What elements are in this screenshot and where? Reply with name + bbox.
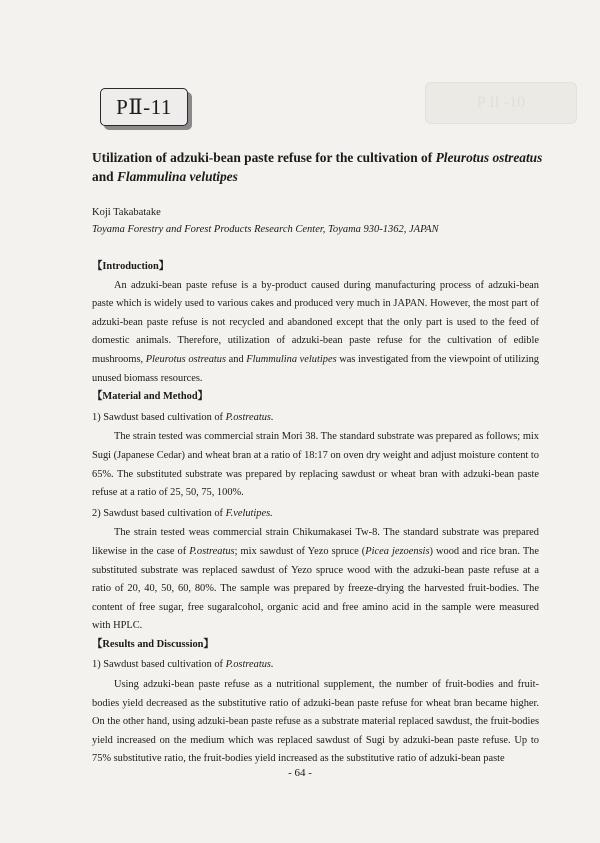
methods-sub2-species: F.velutipes. (225, 507, 273, 519)
methods-p2-text-a: The strain tested weas commercial strain Chikumakasei Tw-8. The standard substrate was prepared likewise in the case of (92, 527, 539, 557)
methods-subheading-1 (92, 409, 539, 428)
methods-sub1-text: 1) Sawdust based cultivation of (92, 411, 226, 423)
session-code-badge: PⅡ-11 (100, 88, 188, 126)
methods-p2-species1: P.ostreatus (189, 545, 235, 557)
intro-text-a: An adzuki-bean paste refuse is a by-product caused during manufacturing process of adzuki-bean paste which is widely used to various cakes and produced very much in JAPAN. However, the most part of adzuki-bean paste refuse is not recycled and abandoned except that the only part is used to the feed of domestic animals. Therefore, utilization of adzuki-bean paste refuse for the cultivation of edible mushrooms, (92, 279, 539, 365)
results-sub1-text: 1) Sawdust based cultivation of (92, 659, 226, 671)
results-heading: 【Results and Discussion】 (92, 638, 214, 650)
introduction-paragraph (92, 277, 539, 389)
author-affiliation: Toyama Forestry and Forest Products Research Center, Toyama 930-1362, JAPAN (92, 224, 439, 235)
page-number: - 64 - (288, 767, 312, 779)
intro-species1: Pleurotus ostreatus (145, 353, 227, 365)
title-species2: Flammulina velutipes (116, 169, 238, 184)
methods-p2-text-b: ; mix sawdust of Yezo spruce ( (234, 545, 366, 557)
intro-species2: Flummulina velutipes (246, 353, 337, 365)
methods-paragraph-1: The strain tested was commercial strain Mori 38. The standard substrate was prepared as follows; mix Sugi (Japanese Cedar) and wheat bran at a ratio of 18:17 on oven dry weight and adjust moisture content to 65%. The substituted substrate was prepared by replacing sawdust or wheat bran with adzuki-bean paste refuse at a ratio of 25, 50, 75, 100%. (92, 431, 539, 499)
title-species1: Pleurotus ostreatus (435, 150, 543, 165)
paper-body (92, 258, 539, 769)
paper-title (92, 148, 552, 186)
results-sub1-species: P.ostreatus. (225, 659, 274, 671)
methods-p2-species2: Picea jezoensis (365, 545, 430, 557)
methods-p2-text-c: ) wood and rice bran. The substituted substrate was replaced sawdust of Yezo spruce wood with the adzuki-bean paste refuse at a ratio of 20, 40, 50, 60, 80%. The sample was prepared by freeze-drying the harvested fruit-bodies. The content of free sugar, free sugaralcohol, organic acid and free amino acid in the sample were measured with HPLC. (92, 545, 539, 632)
results-subheading-1 (92, 656, 539, 675)
methods-sub2-text: 2) Sawdust based cultivation of (92, 507, 226, 519)
results-paragraph-1: Using adzuki-bean paste refuse as a nutritional supplement, the number of fruit-bodies and fruit-bodies yield decreased as the substitutive ratio of adzuki-bean paste refuse for wheat bran became higher. On the other hand, using adzuki-bean paste refuse as a substrate material replaced sawdust, the fruit-bodies yield increased on the medium which was replaced sawdust of Sugi by adzuki-bean paste refuse. Up to 75% substitutive ratio, the fruit-bodies yield increased as the substitutive ratio of adzuki-bean paste (92, 679, 539, 765)
methods-subheading-2 (92, 505, 539, 524)
title-part1: Utilization of adzuki-bean paste refuse for the cultivation of (92, 150, 436, 165)
author-name: Koji Takabatake (92, 207, 161, 218)
methods-sub1-species: P.ostreatus. (225, 411, 274, 423)
introduction-heading: 【Introduction】 (92, 261, 170, 272)
methods-heading: 【Material and Method】 (92, 391, 209, 403)
title-part2: and (92, 169, 117, 184)
intro-text-b: and (226, 353, 247, 365)
methods-paragraph-2 (92, 524, 539, 636)
intro-text-c: was investigated from the viewpoint of utilizing unused biomass resources. (92, 353, 539, 384)
bleed-through-header: P II -10 (425, 82, 577, 124)
